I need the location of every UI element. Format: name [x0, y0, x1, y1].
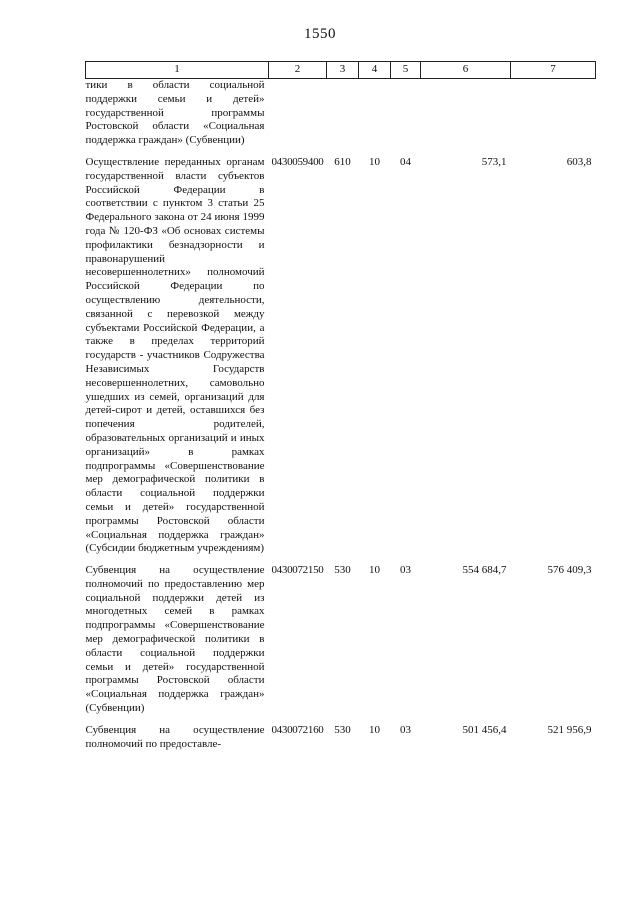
row-sum-1: 573,1 — [481, 155, 507, 168]
header-col-6: 6 — [421, 62, 511, 79]
table-header — [86, 62, 596, 79]
header-col-1: 1 — [86, 62, 269, 79]
row-sum-2 — [511, 79, 596, 148]
header-col-2: 2 — [269, 62, 327, 79]
row-rz — [359, 79, 391, 148]
row-pr: 03 — [400, 564, 411, 577]
table-row — [86, 79, 596, 148]
row-sum-2: 603,8 — [566, 155, 592, 168]
table-row — [86, 156, 596, 556]
budget-table — [85, 61, 596, 751]
row-rz: 10 — [369, 155, 380, 168]
row-sum-2: 576 409,3 — [547, 564, 592, 577]
row-description: Субвенция на осуществление полномочий по предоставлению мер социальной поддержки детей из многодетных семей в рамках подпрограммы «Совершенствование мер демографической политики в области социальной поддержки семьи и детей» государственной программы Ростовской области «Социальная поддержка граждан» (Субвенции) — [85, 564, 265, 715]
row-description: Осуществление переданных органам государственной власти субъектов Российской Федерации в соответствии с пунктом 3 статьи 25 Федерального закона от 24 июня 1999 года № 120-ФЗ «Об основах системы профилактики безнадзорности и правонарушений несовершеннолетних» полномочий Российской Федерации по осуществлению деятельности, связанной с перевозкой между субъектами Российской Федерации, а также в пределах территорий государств - участников Содружества Независимых Государств несовершеннолетних, самовольно ушедших из семей, организаций для детей-сирот и детей, оставшихся без попечения родителей, образовательных организаций и иных организаций» в рамках подпрограммы «Совершенствование мер демографической политики в области социальной поддержки семьи и детей» государственной программы Ростовской области «Социальная поддержка граждан» (Субсидии бюджетным учреждениям) — [85, 155, 265, 555]
row-sum-2: 521 956,9 — [547, 723, 592, 736]
row-description: тики в области социальной поддержки семьи и детей» государственной программы Ростовской области «Социальная поддержка граждан» (Субвенции) — [85, 79, 265, 147]
row-rz: 10 — [369, 723, 380, 736]
table-row — [86, 564, 596, 716]
row-vr — [327, 79, 359, 148]
row-rz: 10 — [369, 564, 380, 577]
row-pr: 03 — [400, 723, 411, 736]
row-vr: 610 — [334, 155, 351, 168]
row-vr: 530 — [334, 564, 351, 577]
row-description: Субвенция на осуществление полномочий по предоставле- — [85, 723, 265, 750]
table-row — [86, 724, 596, 752]
row-code — [269, 79, 327, 148]
row-sum-1 — [421, 79, 511, 148]
row-code: 0430072150 — [271, 564, 324, 577]
row-pr — [391, 79, 421, 148]
page-number: 1550 — [304, 26, 336, 42]
row-code: 0430059400 — [271, 155, 324, 168]
row-pr: 04 — [400, 155, 411, 168]
row-vr: 530 — [334, 723, 351, 736]
row-sum-1: 501 456,4 — [462, 723, 507, 736]
row-sum-1: 554 684,7 — [462, 564, 507, 577]
row-code: 0430072160 — [271, 723, 324, 736]
header-col-3: 3 — [327, 62, 359, 79]
header-col-5: 5 — [391, 62, 421, 79]
header-col-4: 4 — [359, 62, 391, 79]
header-col-7: 7 — [511, 62, 596, 79]
